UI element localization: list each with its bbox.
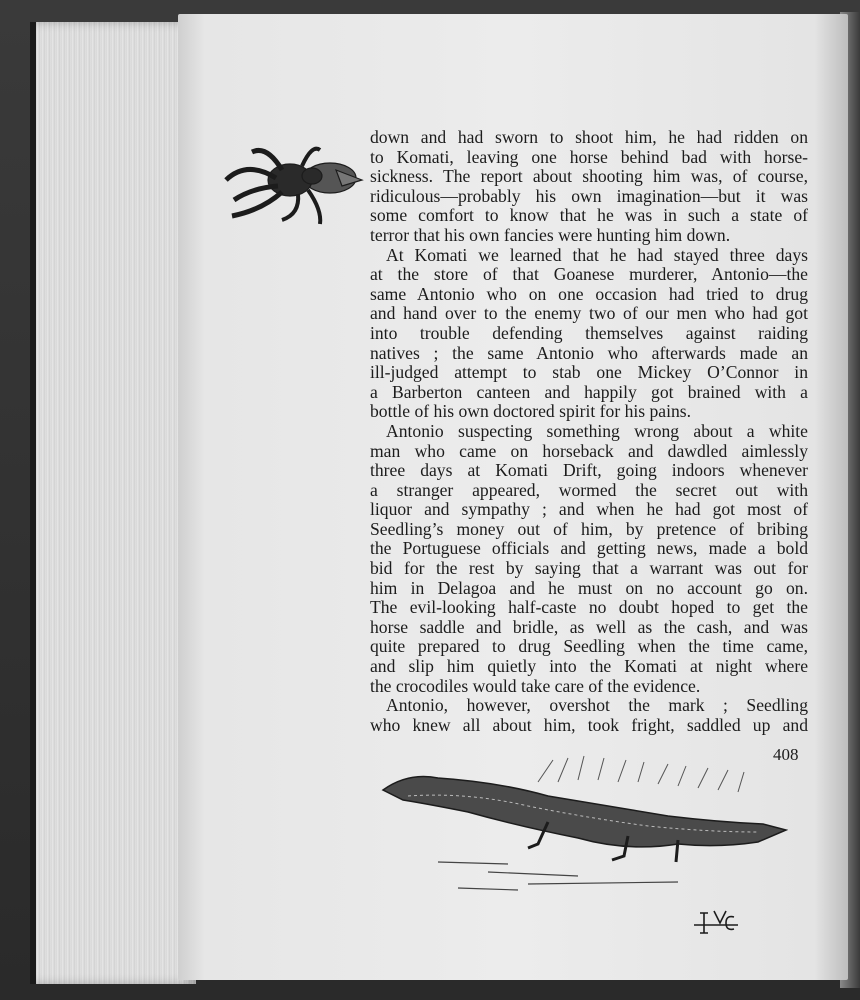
text-line: ill-judged attempt to stab one Mickey O’Connor in bbox=[370, 362, 808, 383]
page-edges bbox=[30, 22, 196, 984]
text-line: man who came on horseback and dawdled aimlessly bbox=[370, 440, 808, 461]
crocodile-illustration bbox=[378, 752, 788, 902]
text-line: a Barberton canteen and happily got brained with a bbox=[370, 381, 808, 402]
text-line: horse saddle and bridle, as well as the cash, and was bbox=[370, 616, 808, 637]
text-line: three days at Komati Drift, going indoors whenever bbox=[370, 460, 808, 481]
text-line: The evil-looking half-caste no doubt hoped to get the bbox=[370, 597, 808, 618]
spider-illustration bbox=[212, 140, 364, 230]
text-line: at the store of that Goanese murderer, Antonio—the bbox=[370, 264, 808, 285]
text-line: At Komati we learned that he had stayed three days bbox=[386, 244, 808, 265]
text-line: same Antonio who on one occasion had tried to drug bbox=[370, 283, 808, 304]
text-line: liquor and sympathy ; and when he had got most of bbox=[370, 499, 808, 520]
text-line: bid for the rest by saying that a warrant was out for bbox=[370, 558, 808, 579]
text-line: quite prepared to drug Seedling when the time came, bbox=[370, 636, 808, 657]
text-line: ridiculous—probably his own imagination—but it was bbox=[370, 185, 808, 206]
text-line: sickness. The report about shooting him was, of course, bbox=[370, 166, 808, 187]
body-text bbox=[370, 128, 808, 735]
text-line: the crocodiles would take care of the evidence. bbox=[370, 675, 701, 696]
text-line: Seedling’s money out of him, by pretence of bribing bbox=[370, 518, 808, 539]
text-line: bottle of his own doctored spirit for his pains. bbox=[370, 401, 692, 422]
text-line: who knew all about him, took fright, saddled up and bbox=[370, 714, 808, 735]
text-line: Antonio, however, overshot the mark ; Seedling bbox=[386, 695, 808, 716]
text-line: terror that his own fancies were hunting him down. bbox=[370, 224, 731, 245]
text-line: and slip him quietly into the Komati at night where bbox=[370, 656, 808, 677]
page-number: 408 bbox=[773, 745, 799, 764]
text-line: natives ; the same Antonio who afterwards made an bbox=[370, 342, 808, 363]
text-line: him in Delagoa and he must on no account go on. bbox=[370, 577, 808, 598]
text-line: to Komati, leaving one horse behind bad with horse- bbox=[370, 146, 808, 167]
text-line: the Portuguese officials and getting news, made a bold bbox=[370, 538, 808, 559]
text-line: down and had sworn to shoot him, he had ridden on bbox=[370, 127, 808, 147]
monogram-signature bbox=[690, 905, 742, 935]
text-line: some comfort to know that he was in such a state of bbox=[370, 205, 808, 226]
text-line: a stranger appeared, wormed the secret out with bbox=[370, 479, 808, 500]
text-line: Antonio suspecting something wrong about a white bbox=[386, 420, 808, 441]
text-line: into trouble defending themselves against raiding bbox=[370, 322, 808, 343]
text-line: and hand over to the enemy two of our men who had got bbox=[370, 303, 808, 324]
